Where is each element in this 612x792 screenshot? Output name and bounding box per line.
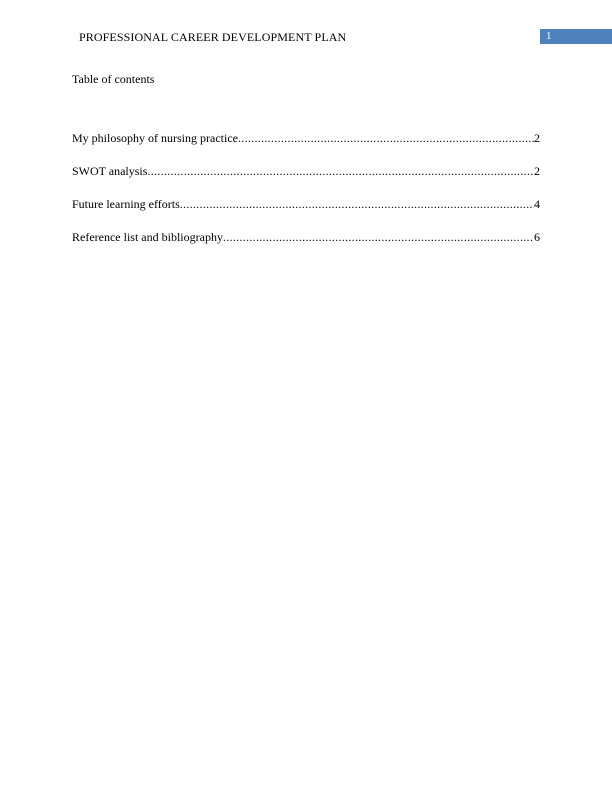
toc-dot-leader <box>180 197 534 211</box>
toc-entry-title: Reference list and bibliography <box>72 230 223 244</box>
toc-entry-page: 2 <box>534 164 540 178</box>
toc-entry-page: 6 <box>534 230 540 244</box>
toc-heading: Table of contents <box>72 72 155 86</box>
toc-entry-swot-analysis[interactable] <box>72 164 540 197</box>
toc-entry-title: SWOT analysis <box>72 164 148 178</box>
toc-entry-title: Future learning efforts <box>72 197 180 211</box>
toc-list <box>72 131 540 263</box>
page-number-badge: 1 <box>540 29 612 44</box>
toc-entry-reference-list[interactable] <box>72 230 540 263</box>
toc-entry-title: My philosophy of nursing practice <box>72 131 238 145</box>
toc-entry-nursing-philosophy[interactable] <box>72 131 540 164</box>
running-header-title: PROFESSIONAL CAREER DEVELOPMENT PLAN <box>79 30 347 44</box>
toc-entry-page: 4 <box>534 197 540 211</box>
toc-dot-leader <box>223 230 534 244</box>
toc-dot-leader <box>147 164 534 178</box>
toc-dot-leader <box>238 131 534 145</box>
toc-entry-future-learning[interactable] <box>72 197 540 230</box>
toc-entry-page: 2 <box>534 131 540 145</box>
